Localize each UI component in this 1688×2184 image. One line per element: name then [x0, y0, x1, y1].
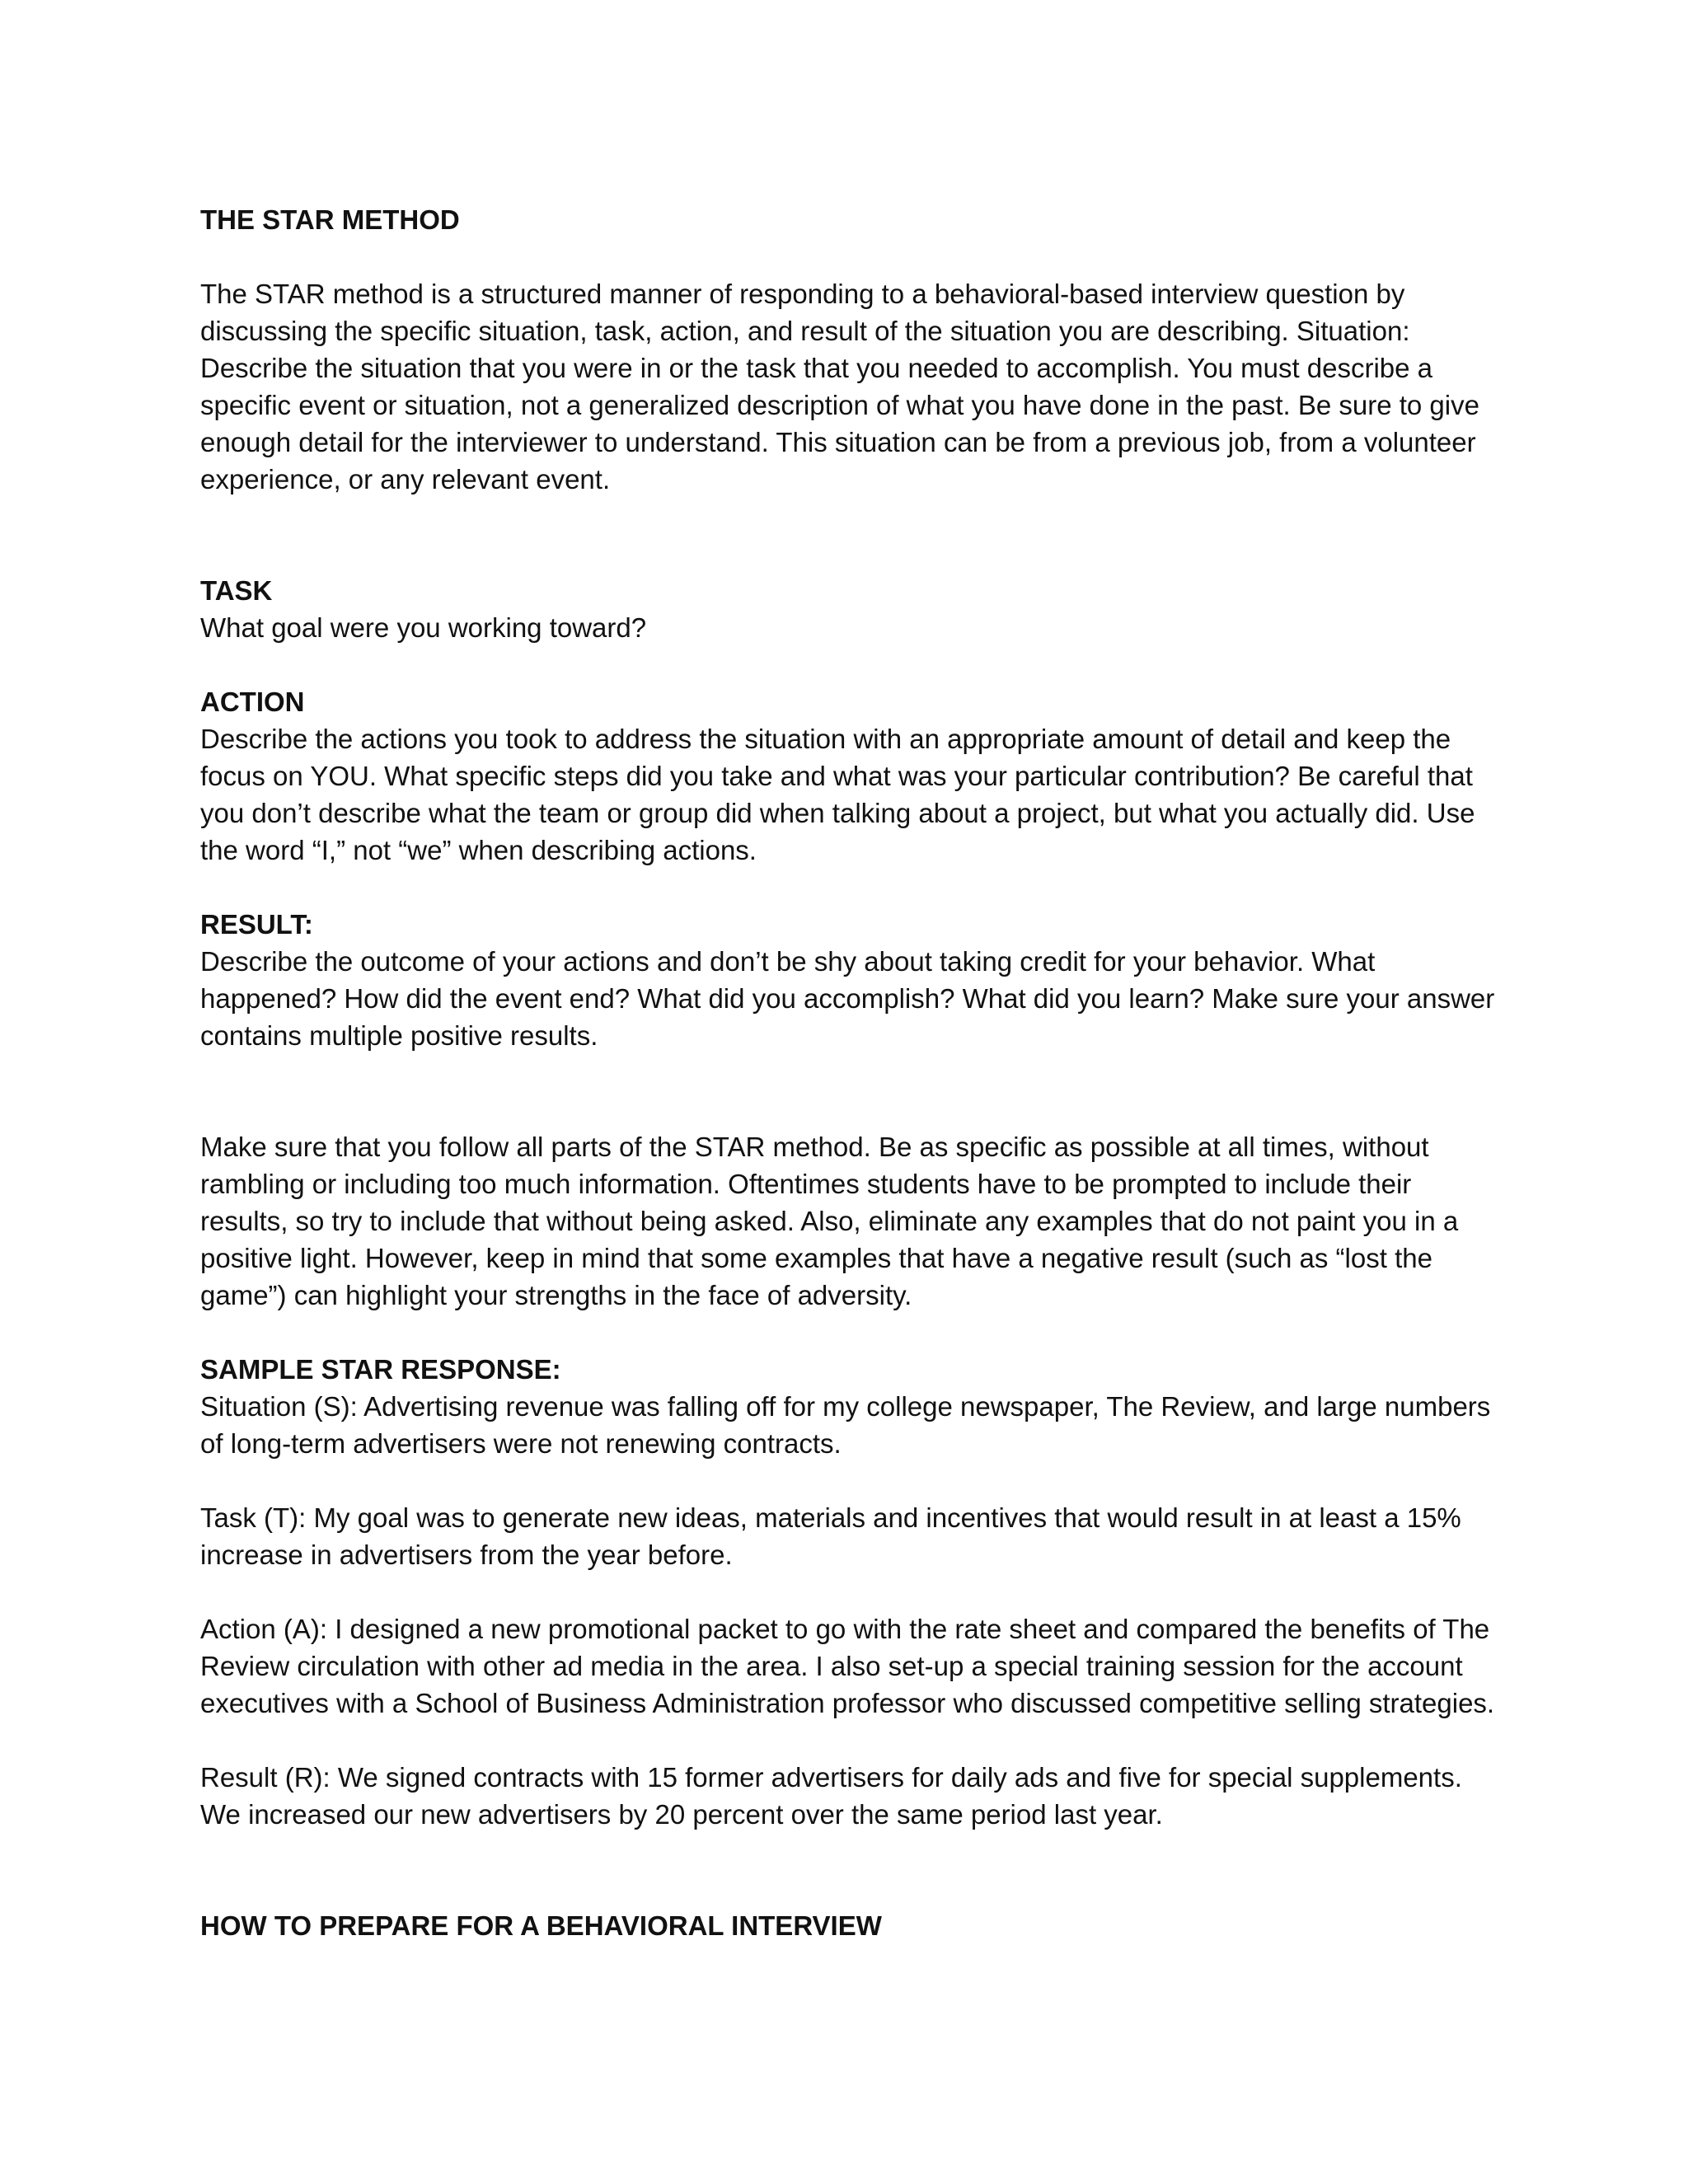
sample-task: Task (T): My goal was to generate new ideas, materials and incentives that would result in at least a 15% increase in advertisers from the year before.	[200, 1502, 1461, 1570]
task-body: What goal were you working toward?	[200, 612, 647, 643]
document-body	[200, 201, 1503, 1944]
advice-paragraph: Make sure that you follow all parts of the STAR method. Be as specific as possible at all times, without rambling or including too much information. Oftentimes students have to be prompted to include their results, so try to include that without being asked. Also, eliminate any examples that do not paint you in a positive light. However, keep in mind that some examples that have a negative result (such as “lost the game”) can highlight your strengths in the face of adversity.	[200, 1132, 1459, 1310]
sample-action: Action (A): I designed a new promotional packet to go with the rate sheet and compared the benefits of The Review circulation with other ad media in the area. I also set-up a special training session for the account executives with a School of Business Administration professor who discussed competitive selling strategies.	[200, 1614, 1495, 1718]
action-heading: ACTION	[200, 687, 305, 717]
result-heading: RESULT:	[200, 909, 313, 940]
sample-result: Result (R): We signed contracts with 15 former advertisers for daily ads and five for special supplements. We increased our new advertisers by 20 percent over the same period last year.	[200, 1762, 1462, 1830]
action-body: Describe the actions you took to address the situation with an appropriate amount of detail and keep the focus on YOU. What specific steps did you take and what was your particular contribution? Be careful that you don’t describe what the team or group did when talking about a project, but what you actually did. Use the word “I,” not “we” when describing actions.	[200, 724, 1475, 865]
sample-situation: Situation (S): Advertising revenue was falling off for my college newspaper, The Review, and large numbers of long-term advertisers were not renewing contracts.	[200, 1391, 1491, 1459]
result-body: Describe the outcome of your actions and don’t be shy about taking credit for your behavior. What happened? How did the event end? What did you accomplish? What did you learn? Make sure your answer contains multiple positive results.	[200, 946, 1495, 1051]
section-heading-prepare: HOW TO PREPARE FOR A BEHAVIORAL INTERVIEW	[200, 1910, 882, 1941]
sample-heading: SAMPLE STAR RESPONSE:	[200, 1354, 561, 1385]
task-heading: TASK	[200, 575, 273, 606]
intro-paragraph: The STAR method is a structured manner of responding to a behavioral-based interview question by discussing the specific situation, task, action, and result of the situation you are describing. Situation: Describe the situation that you were in or the task that you needed to accomplish. You must describe a specific event or situation, not a generalized description of what you have done in the past. Be sure to give enough detail for the interviewer to understand. This situation can be from a previous job, from a volunteer experience, or any relevant event.	[200, 279, 1479, 494]
page-title: THE STAR METHOD	[200, 204, 460, 235]
